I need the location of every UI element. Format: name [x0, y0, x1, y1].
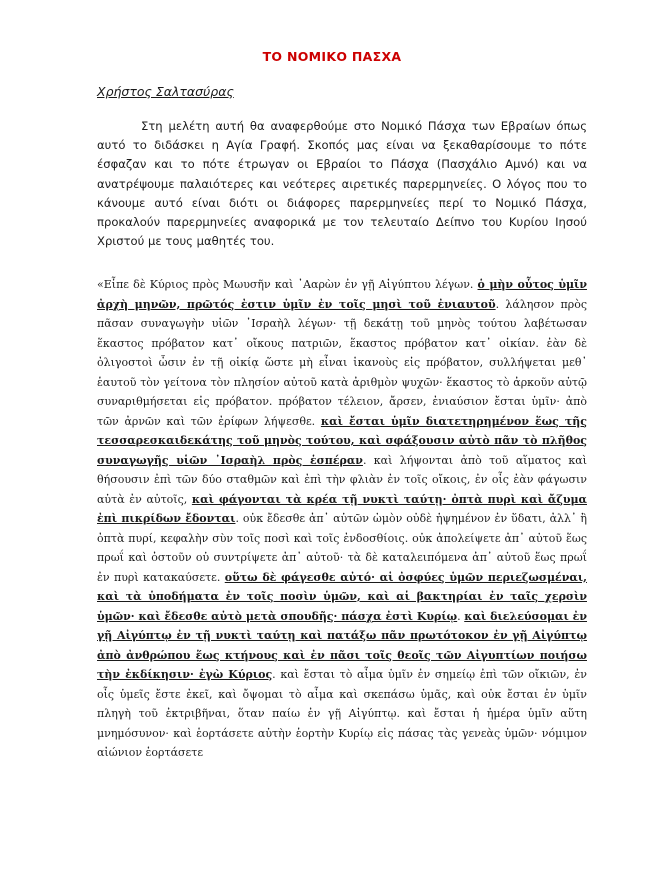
quote-emphasis: καὶ φάγονται τὰ κρέα τῇ νυκτὶ ταύτῃ· ὀπτὰ πυρὶ καὶ ἄζυμα ἐπὶ πικρίδων ἔδονται: [97, 492, 587, 525]
quote-emphasis: καὶ ἔσται ὑμῖν διατετηρημένον ἕως τῆς τεσσαρεσκαιδεκάτης τοῦ μηνὸς τούτου, καὶ σφάξουσιν αὐτὸ πᾶν τὸ πλῆθος συναγωγῆς υἱῶν ᾿Ισραὴλ πρὸς ἑσπέραν: [97, 414, 588, 467]
quote-segment: «Εἶπε δὲ Κύριος πρὸς Μωυσῆν καὶ ᾿Ααρὼν ἐν γῇ Αἰγύπτου λέγων.: [97, 278, 478, 291]
quote-emphasis: καὶ διελεύσομαι ἐν γῇ Αἰγύπτῳ ἐν τῇ νυκτὶ ταύτῃ καὶ πατάξω πᾶν πρωτότοκον ἐν γῇ Αἰγύπτῳ ἀπὸ ἀνθρώπου ἕως κτήνους καὶ ἐν πᾶσι τοῖς θεοῖς τῶν Αἰγυπτίων ποιήσω τὴν ἐκδίκησιν· ἐγὼ Κύριος: [97, 609, 588, 681]
document-title: ΤΟ ΝΟΜΙΚΟ ΠΑΣΧΑ: [262, 49, 402, 64]
quote-segment: . καὶ ἔσται τὸ αἷμα ὑμῖν ἐν σημείῳ ἐπὶ τῶν οἴκιῶν, ἐν οἷς ὑμεῖς ἔστε ἐκεῖ, καὶ ὄψομαι τὸ αἷμα καὶ σκεπάσω ὑμᾶς, καὶ οὐκ ἔσται ἐν ὑμῖν πληγὴ τοῦ ἐκτριβῆναι, ὅταν παίω ἐν γῇ Αἰγύπτῳ. καὶ ἔσται ἡ ἡμέρα ὑμῖν αὕτη μνημόσυνον· καὶ ἑορτάσετε αὐτὴν ἑορτὴν Κυρίῳ εἰς πάσας τὰς γενεὰς ὑμῶν· νόμιμον αἰώνιον ἑορτάσετε: [97, 668, 587, 759]
quote-emphasis: οὕτω δὲ φάγεσθε αὐτό· αἱ ὀσφύες ὑμῶν περιεζωσμέναι, καὶ τὰ ὑποδήματα ἐν τοῖς ποσὶν ὑμῶν, καὶ αἱ βακτηρίαι ἐν ταῖς χερσὶν ὑμῶν· καὶ ἔδεσθε αὐτὸ μετὰ σπουδῆς· πάσχα ἐστὶ Κυρίῳ: [97, 570, 587, 623]
intro-paragraph: Στη μελέτη αυτή θα αναφερθούμε στο Νομικό Πάσχα των Εβραίων όπως αυτό το διδάσκει η Αγία Γραφή. Σκοπός μας είναι να ξεκαθαρίσουμε το πότε έσφαζαν και το πότε έτρωγαν οι Εβραίοι το Πάσχα (Πασχάλιο Αμνό) και να ανατρέψουμε παλαιότερες και νεότερες αιρετικές παρερμηνείες. Ο λόγος που το κάνουμε αυτό είναι διότι οι διάφορες παρερμηνείες περί το Νομικό Πάσχα, προκαλούν παρερμηνείες αναφορικά με τον τελευταίο Δείπνο του Κυρίου Ιησού Χριστού με τους μαθητές του.: [97, 119, 587, 249]
quote-segment: . καὶ λήψονται ἀπὸ τοῦ αἵματος καὶ θήσουσιν ἐπὶ τῶν δύο σταθμῶν καὶ ἐπὶ τὴν φλιὰν ἐν τοῖς οἴκοις, ἐν οἷς ἐὰν φάγωσιν αὐτὰ ἐν αὐτοῖς,: [97, 453, 587, 506]
quote-segment: .: [457, 609, 465, 623]
quote-segment: . οὐκ ἔδεσθε ἀπ᾿ αὐτῶν ὠμὸν οὐδὲ ἡψημένον ἐν ὕδατι, ἀλλ᾿ ἢ ὀπτὰ πυρί, κεφαλὴν σὺν τοῖς ποσὶ καὶ τοῖς ἐνδοσθίοις. οὐκ ἀπολείψετε ἀπ᾿ αὐτοῦ ἕως πρωΐ καὶ ὀστοῦν οὐ συντρίψετε ἀπ᾿ αὐτοῦ· τὰ δὲ καταλειπόμενα ἀπ᾿ αὐτοῦ ἕως πρωΐ ἐν πυρὶ κατακαύσετε.: [97, 512, 588, 584]
author-name: Χρήστος Σαλτασύρας: [97, 84, 234, 99]
quote-segment: . λάλησον πρὸς πᾶσαν συναγωγὴν υἱῶν ᾿Ισραὴλ λέγων· τῇ δεκάτῃ τοῦ μηνὸς τούτου λαβέτωσαν ἕκαστος πρόβατον κατ᾿ οἴκους πατριῶν, ἕκαστος πρόβατον κατ᾿ οἰκίαν. ἐὰν δὲ ὀλιγοστοὶ ὦσιν ἐν τῇ οἰκίᾳ ὥστε μὴ εἶναι ἱκανοὺς εἰς πρόβατον, συλλήψεται μεθ᾿ ἑαυτοῦ τὸν γείτονα τὸν πλησίον αὐτοῦ κατὰ ἀριθμὸν ψυχῶν· ἕκαστος τὸ ἀρκοῦν αὐτῷ συναριθμήσεται εἰς πρόβατον. πρόβατον τέλειον, ἄρσεν, ἐνιαύσιον ἔσται ὑμῖν· ἀπὸ τῶν ἀρνῶν καὶ τῶν ἐρίφων λήψεσθε.: [97, 297, 588, 428]
scripture-quote-paragraph: [97, 275, 587, 763]
quote-emphasis: ὁ μὴν οὗτος ὑμῖν ἀρχὴ μηνῶν, πρῶτός ἐστιν ὑμῖν ἐν τοῖς μησὶ τοῦ ἐνιαυτοῦ: [97, 278, 587, 311]
